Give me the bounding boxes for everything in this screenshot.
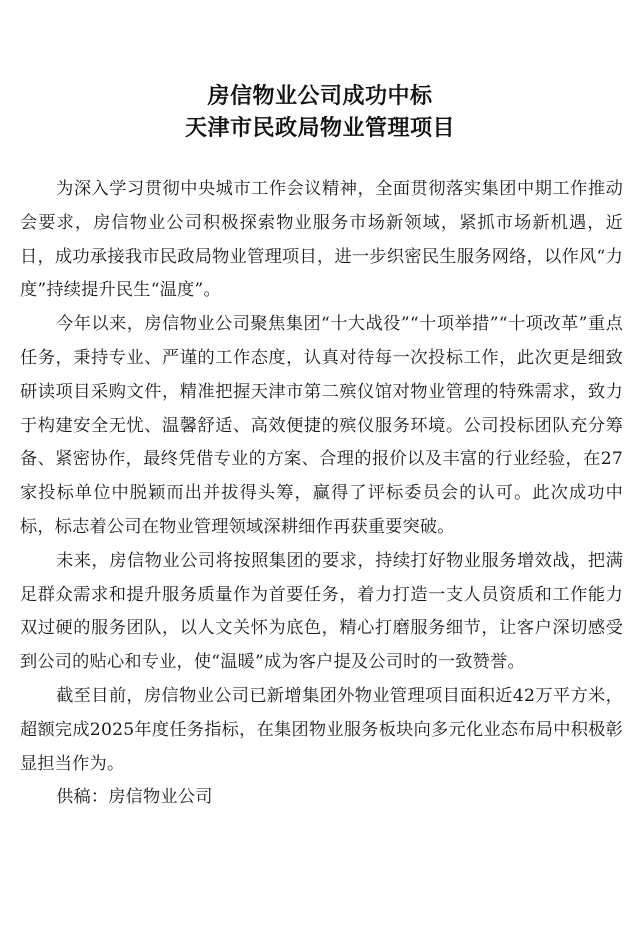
paragraph-1: 为深入学习贯彻中央城市工作会议精神，全面贯彻落实集团中期工作推动会要求，房信物业公司积极探索物业服务市场新领域，紧抓市场新机遇，近日，成功承接我市民政局物业管理项目，进一步织密民生服务网络，以作风“力度”持续提升民生“温度”。: [20, 179, 623, 301]
source-credit: 供稿：房信物业公司: [56, 787, 213, 808]
title-line-2: 天津市民政局物业管理项目: [184, 115, 455, 141]
article-title: [0, 80, 640, 144]
article-body: [20, 173, 623, 815]
title-line-1: 房信物业公司成功中标: [207, 83, 433, 109]
paragraph-2: 今年以来，房信物业公司聚焦集团“十大战役”“十项举措”“十项改革”重点任务，秉持专业、严谨的工作态度，认真对待每一次投标工作，此次更是细致研读项目采购文件，精准把握天津市第二殡仪馆对物业管理的特殊需求，致力于构建安全无忧、温馨舒适、高效便捷的殡仪服务环境。公司投标团队充分筹备、紧密协作，最终凭借专业的方案、合理的报价以及丰富的行业经验，在27家投标单位中脱颖而出并拔得头筹，赢得了评标委员会的认可。此次成功中标，标志着公司在物业管理领域深耕细作再获重要突破。: [20, 314, 623, 537]
paragraph-3: 未来，房信物业公司将按照集团的要求，持续打好物业服务增效战，把满足群众需求和提升服务质量作为首要任务，着力打造一支人员资质和工作能力双过硬的服务团队，以人文关怀为底色，精心打磨服务细节，让客户深切感受到公司的贴心和专业，使“温暖”成为客户提及公司时的一致赞誉。: [20, 550, 623, 673]
paragraph-4: 截至目前，房信物业公司已新增集团外物业管理项目面积近42万平方米，超额完成2025年度任务指标，在集团物业服务板块向多元化业态布局中积极彰显担当作为。: [20, 685, 623, 774]
